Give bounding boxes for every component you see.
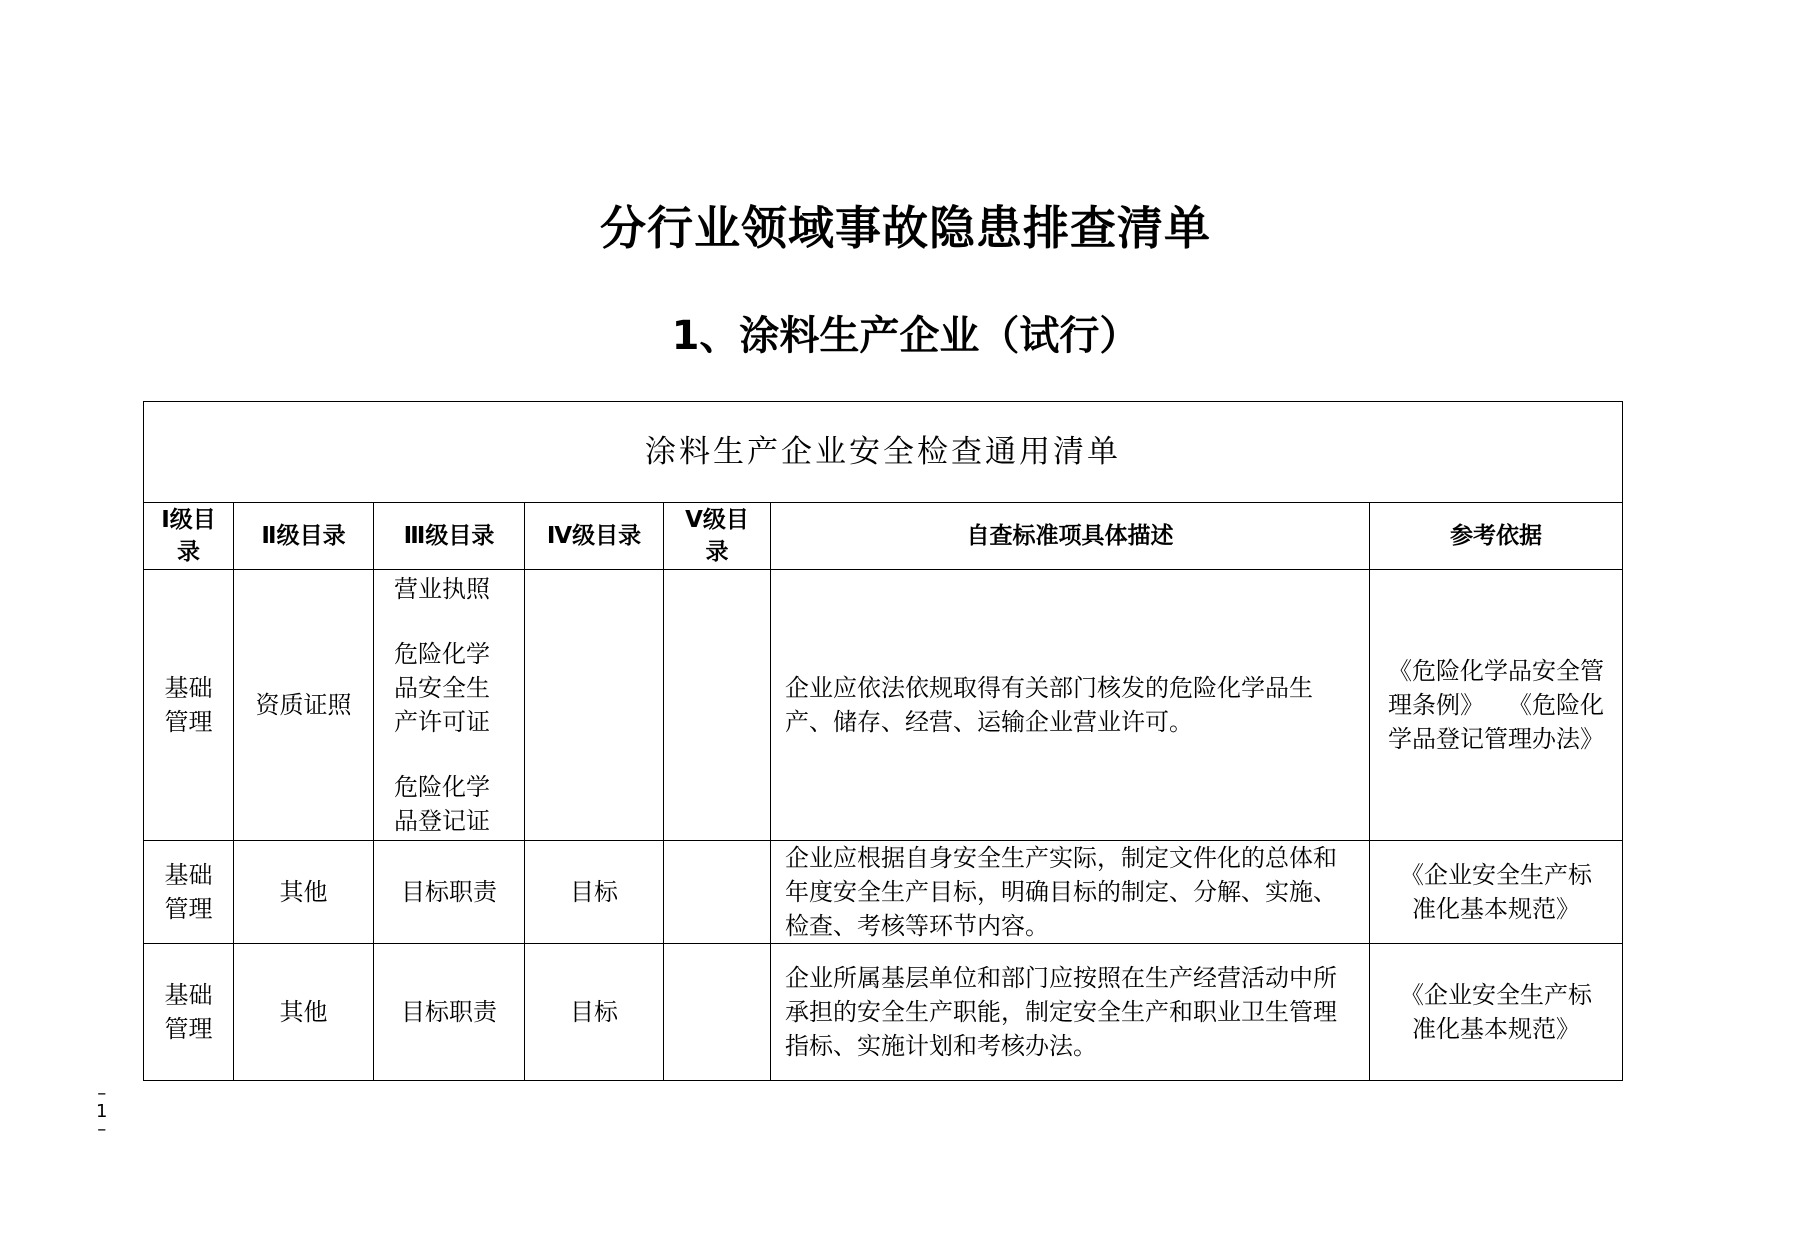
header-level3: Ⅲ级目录 bbox=[374, 503, 525, 570]
cell-level2: 其他 bbox=[234, 841, 374, 944]
document-subtitle: 1、涂料生产企业（试行） bbox=[671, 313, 1140, 359]
header-level4: Ⅳ级目录 bbox=[525, 503, 664, 570]
page-number-value: 1 bbox=[96, 1101, 108, 1122]
cell-level5 bbox=[664, 570, 771, 841]
cell-level1: 基础管理 bbox=[144, 841, 234, 944]
cell-reference: 《危险化学品安全管理条例》 《危险化学品登记管理办法》 bbox=[1370, 570, 1623, 841]
table-caption: 涂料生产企业安全检查通用清单 bbox=[144, 402, 1623, 503]
page-number bbox=[96, 1085, 107, 1139]
header-level5: Ⅴ级目录 bbox=[664, 503, 771, 570]
cell-reference: 《企业安全生产标准化基本规范》 bbox=[1370, 841, 1623, 944]
cell-level4: 目标 bbox=[525, 841, 664, 944]
cell-level4: 目标 bbox=[525, 944, 664, 1081]
header-description: 自查标准项具体描述 bbox=[771, 503, 1370, 570]
cell-level5 bbox=[664, 944, 771, 1081]
checklist-table bbox=[143, 401, 1623, 1081]
cell-level5 bbox=[664, 841, 771, 944]
header-level2: Ⅱ级目录 bbox=[234, 503, 374, 570]
table-header-row bbox=[144, 503, 1623, 570]
page-number-dash-top: – bbox=[97, 1083, 107, 1104]
table-row bbox=[144, 944, 1623, 1081]
cell-description: 企业应依法依规取得有关部门核发的危险化学品生产、储存、经营、运输企业营业许可。 bbox=[771, 570, 1370, 841]
table-row bbox=[144, 570, 1623, 841]
header-level1: Ⅰ级目录 bbox=[144, 503, 234, 570]
cell-level3 bbox=[374, 570, 525, 841]
cell-level3: 目标职责 bbox=[374, 944, 525, 1081]
level3-item: 营业执照 bbox=[394, 575, 490, 603]
page-number-dash-bottom: – bbox=[97, 1119, 107, 1140]
cell-level4 bbox=[525, 570, 664, 841]
level3-item: 危险化学品安全生产许可证 bbox=[394, 640, 490, 736]
cell-description: 企业所属基层单位和部门应按照在生产经营活动中所承担的安全生产职能，制定安全生产和职业卫生管理指标、实施计划和考核办法。 bbox=[771, 944, 1370, 1081]
cell-level3: 目标职责 bbox=[374, 841, 525, 944]
cell-description: 企业应根据自身安全生产实际，制定文件化的总体和年度安全生产目标，明确目标的制定、分解、实施、检查、考核等环节内容。 bbox=[771, 841, 1370, 944]
cell-level2: 资质证照 bbox=[234, 570, 374, 841]
cell-level1: 基础管理 bbox=[144, 570, 234, 841]
cell-level1: 基础管理 bbox=[144, 944, 234, 1081]
level3-item: 危险化学品登记证 bbox=[394, 773, 490, 835]
cell-reference: 《企业安全生产标准化基本规范》 bbox=[1370, 944, 1623, 1081]
document-title: 分行业领域事故隐患排查清单 bbox=[600, 201, 1211, 255]
header-reference: 参考依据 bbox=[1370, 503, 1623, 570]
table-row bbox=[144, 841, 1623, 944]
cell-level2: 其他 bbox=[234, 944, 374, 1081]
